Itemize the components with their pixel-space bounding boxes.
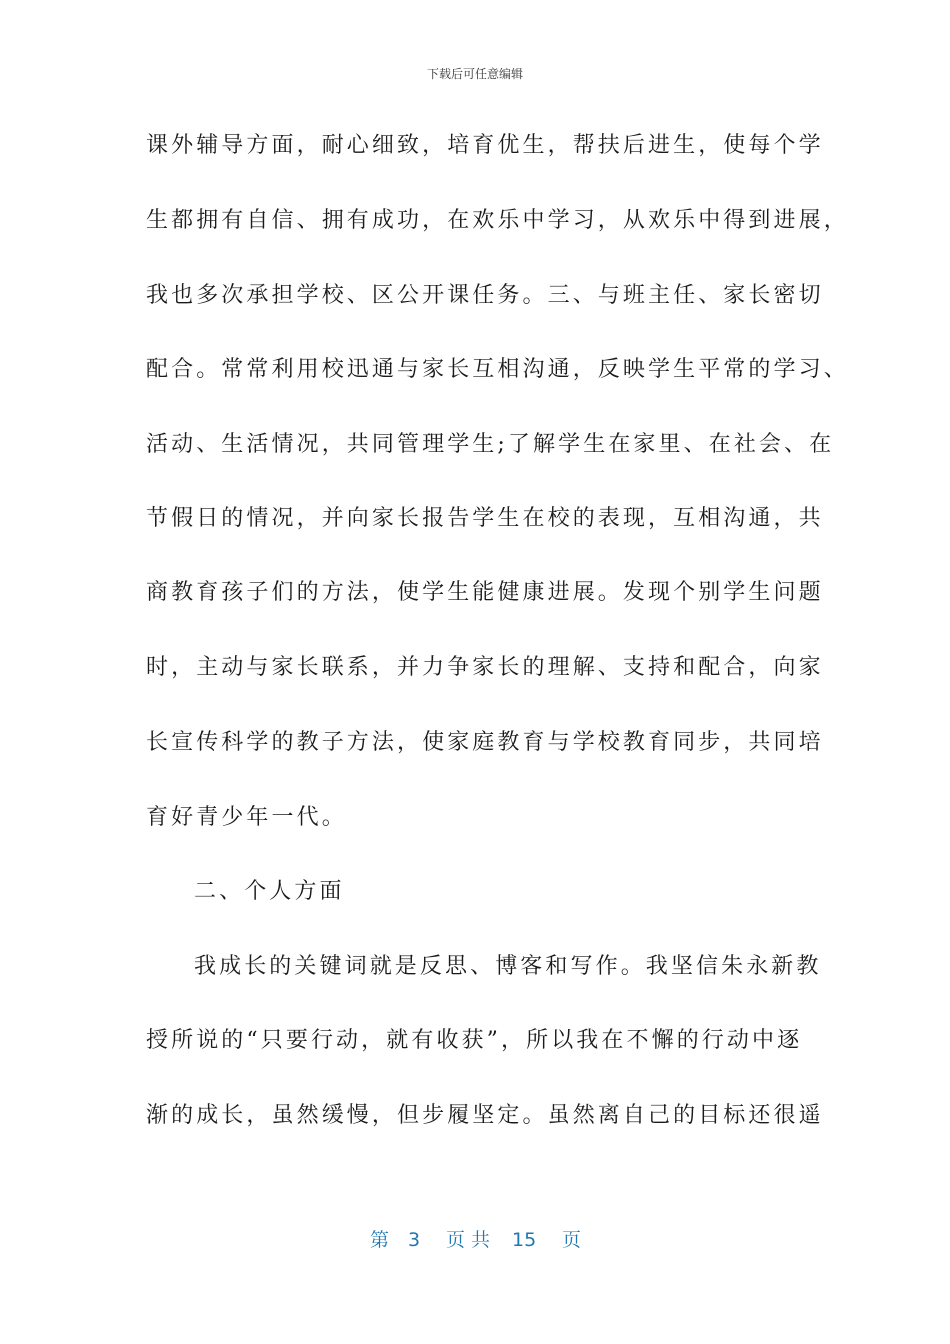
text-line: 授所说的“只要行动，就有收获”，所以我在不懈的行动中逐 [146,1028,803,1053]
footer-ye-gong: 页 共 [446,1229,491,1251]
page-number-current: 3 [408,1229,421,1251]
text-line: 配合。常常利用校迅通与家长互相沟通，反映学生平常的学习、 [146,357,849,382]
page-header: 下载后可任意编辑 [426,67,523,81]
text-line: 我成长的关键词就是反思、博客和写作。我坚信朱永新教 [194,954,822,979]
section-heading: 二、个人方面 [194,879,345,904]
text-line: 生都拥有自信、拥有成功，在欢乐中学习，从欢乐中得到进展， [146,208,849,233]
text-line: 育好青少年一代。 [146,805,347,830]
text-line: 节假日的情况，并向家长报告学生在校的表现，互相沟通，共 [146,506,824,531]
text-line: 课外辅导方面，耐心细致，培育优生，帮扶后进生，使每个学 [146,133,824,158]
footer-di: 第 [370,1229,390,1251]
text-line: 我也多次承担学校、区公开课任务。三、与班主任、家长密切 [146,283,824,308]
text-line: 商教育孩子们的方法，使学生能健康进展。发现个别学生问题 [146,580,824,605]
text-line: 渐的成长，虽然缓慢，但步履坚定。虽然离自己的目标还很遥 [146,1103,824,1128]
text-line: 时，主动与家长联系，并力争家长的理解、支持和配合，向家 [146,655,824,680]
text-line: 活动、生活情况，共同管理学生;了解学生在家里、在社会、在 [146,432,835,457]
text-line: 长宣传科学的教子方法，使家庭教育与学校教育同步，共同培 [146,730,824,755]
page-footer [0,1226,950,1254]
footer-ye: 页 [562,1229,582,1251]
page-number-total: 15 [512,1229,537,1251]
